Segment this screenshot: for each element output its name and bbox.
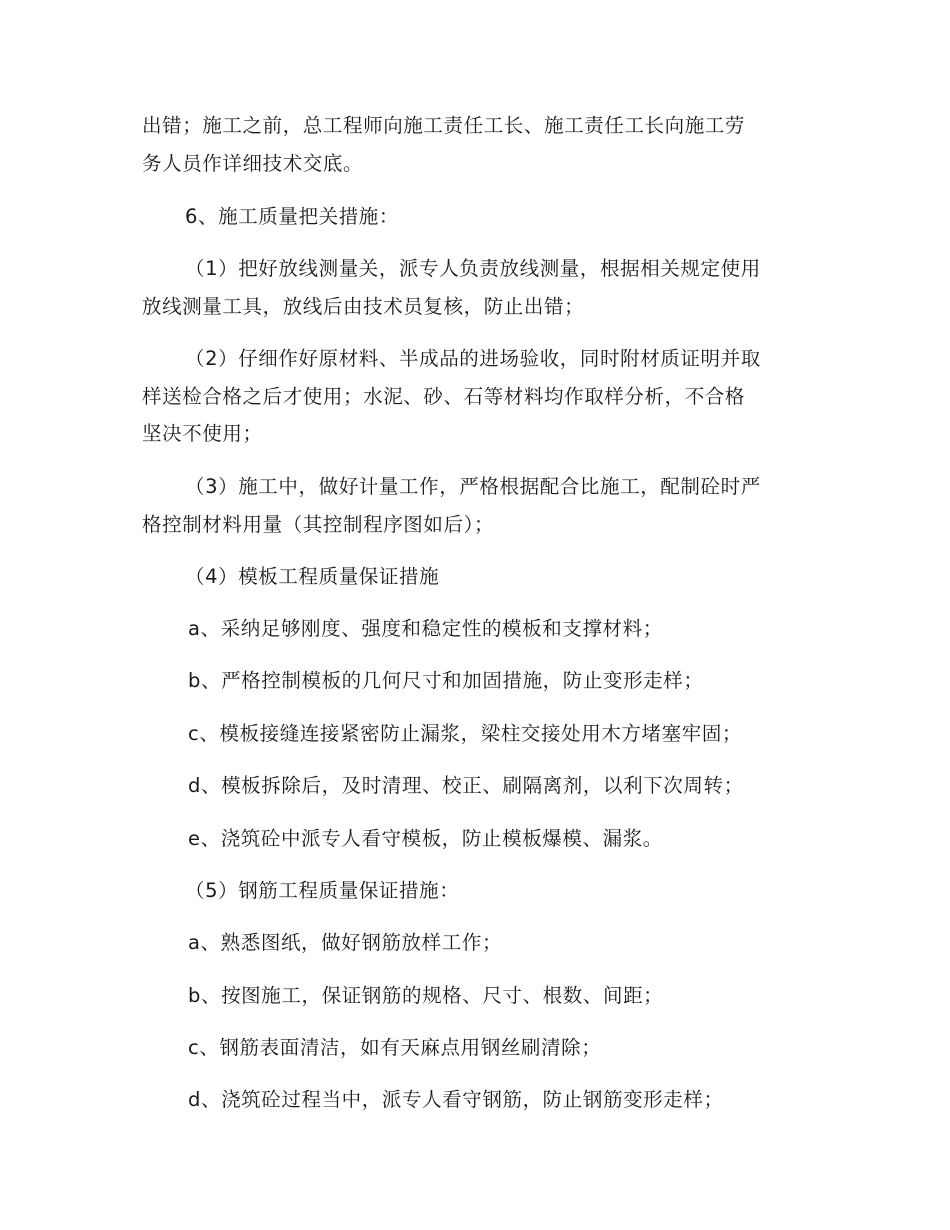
subsection-heading: （4）模板工程质量保证措施	[185, 565, 440, 588]
list-item: c、钢筋表面清洁，如有天麻点用钢丝刷清除；	[188, 1036, 602, 1059]
paragraph-line: （3）施工中，做好计量工作，严格根据配合比施工，配制砼时严	[185, 475, 761, 498]
paragraph-line: 格控制材料用量（其控制程序图如后）；	[142, 513, 495, 536]
list-item: d、模板拆除后，及时清理、校正、刷隔离剂，以利下次周转；	[188, 774, 744, 797]
list-item: b、严格控制模板的几何尺寸和加固措施，防止变形走样；	[188, 669, 704, 692]
list-item: a、采纳足够刚度、强度和稳定性的模板和支撑材料；	[188, 617, 663, 640]
paragraph-line: 放线测量工具，放线后由技术员复核，防止出错；	[142, 295, 585, 318]
section-heading: 6、施工质量把关措施：	[185, 205, 400, 228]
paragraph-line: 务人员作详细技术交底。	[142, 152, 364, 175]
paragraph-line: 出错；施工之前，总工程师向施工责任工长、施工责任工长向施工劳	[142, 114, 746, 137]
paragraph-line: （2）仔细作好原材料、半成品的进场验收，同时附材质证明并取	[185, 347, 761, 370]
paragraph-line: （1）把好放线测量关，派专人负责放线测量，根据相关规定使用	[185, 257, 761, 280]
list-item: b、按图施工，保证钢筋的规格、尺寸、根数、间距；	[188, 984, 664, 1007]
list-item: a、熟悉图纸，做好钢筋放样工作；	[188, 931, 503, 954]
paragraph-line: 坚决不使用；	[142, 422, 263, 445]
list-item: d、浇筑砼过程当中，派专人看守钢筋，防止钢筋变形走样；	[188, 1088, 724, 1111]
subsection-heading: （5）钢筋工程质量保证措施：	[185, 879, 460, 902]
paragraph-line: 样送检合格之后才使用；水泥、砂、石等材料均作取样分析，不合格	[142, 385, 746, 408]
list-item: e、浇筑砼中派专人看守模板，防止模板爆模、漏浆。	[188, 827, 663, 850]
list-item: c、模板接缝连接紧密防止漏浆，梁柱交接处用木方堵塞牢固；	[188, 722, 743, 745]
